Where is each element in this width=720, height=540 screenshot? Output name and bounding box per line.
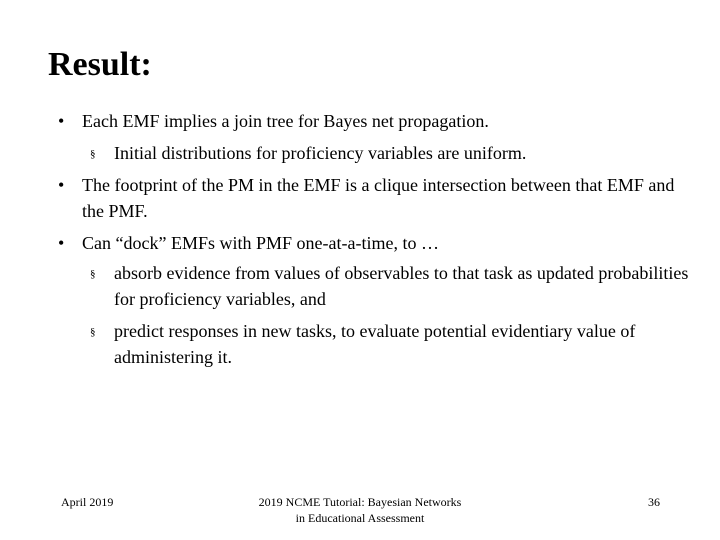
bullet-item	[58, 172, 678, 224]
slide-title: Result:	[48, 46, 152, 83]
sub-bullet-item	[90, 318, 690, 370]
bullet-text: Can “dock” EMFs with PMF one-at-a-time, to …	[82, 233, 439, 253]
footer-title-line2: in Educational Assessment	[295, 511, 425, 525]
bullet-text: Each EMF implies a join tree for Bayes net propagation.	[82, 111, 489, 131]
sub-bullet-item	[90, 260, 690, 312]
page-number: 36	[648, 495, 660, 509]
sub-bullet-text: absorb evidence from values of observables to that task as updated probabilities for proficiency variables, and	[114, 263, 689, 309]
bullet-marker: •	[58, 111, 65, 131]
footer-title-line1: 2019 NCME Tutorial: Bayesian Networks	[258, 495, 462, 509]
sub-bullet-marker: §	[90, 268, 96, 280]
sub-bullet-text: Initial distributions for proficiency variables are uniform.	[114, 143, 527, 163]
bullet-item	[58, 108, 678, 134]
sub-bullet-item	[90, 140, 690, 166]
bullet-marker: •	[58, 175, 65, 195]
bullet-marker: •	[58, 233, 65, 253]
bullet-text: The footprint of the PM in the EMF is a clique intersection between that EMF and the PMF.	[82, 175, 675, 221]
bullet-item	[58, 230, 678, 256]
sub-bullet-marker: §	[90, 148, 96, 160]
sub-bullet-text: predict responses in new tasks, to evaluate potential evidentiary value of administering it.	[114, 321, 636, 367]
footer-date: April 2019	[61, 495, 114, 509]
footer-title	[240, 494, 480, 526]
sub-bullet-marker: §	[90, 326, 96, 338]
